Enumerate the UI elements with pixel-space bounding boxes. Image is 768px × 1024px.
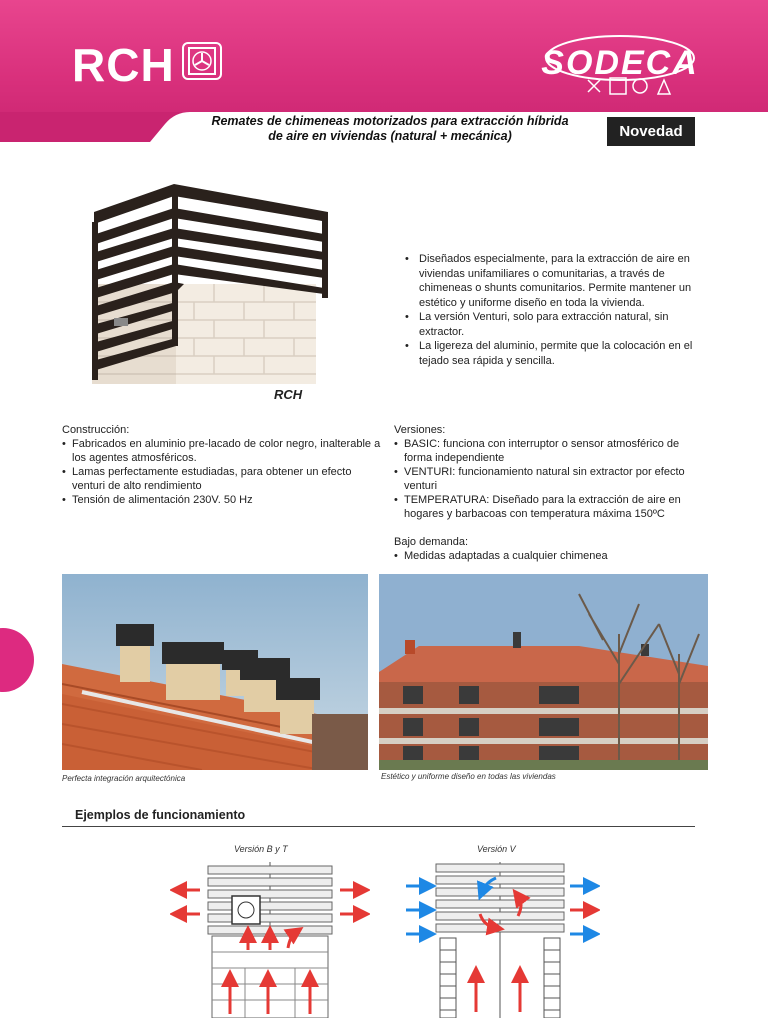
photo-caption-2: Estético y uniforme diseño en todas las viviendas — [381, 772, 556, 781]
construction-item: • Tensión de alimentación 230V. 50 Hz — [62, 493, 382, 507]
demand-item: • Medidas adaptadas a cualquier chimenea — [394, 549, 704, 563]
version-item: • TEMPERATURA: Diseñado para la extracción de aire en hogares y barbacoas con temperatura máxima 150ºC — [394, 493, 704, 521]
intro-item: • Diseñados especialmente, para la extracción de aire en viviendas unifamiliares o comunitarias, a través de chimeneas o shunts comunitarios. Permite mantener un estético y uniforme diseño en toda la vivienda. — [405, 252, 705, 310]
fan-icon — [182, 42, 222, 80]
photo-residential-building — [379, 574, 708, 770]
demand-title: Bajo demanda: — [394, 536, 468, 548]
novedad-badge: Novedad — [607, 117, 695, 146]
model-title: RCH — [72, 39, 175, 91]
product-image-chimney — [84, 184, 330, 384]
product-subtitle — [190, 114, 590, 144]
subtitle-line-1: Remates de chimeneas motorizados para extracción híbrida — [211, 114, 569, 128]
construction-section — [62, 423, 382, 507]
version-item: • BASIC: funciona con interruptor o sensor atmosférico de forma independiente — [394, 437, 704, 465]
intro-item: • La versión Venturi, solo para extracción natural, sin extractor. — [405, 310, 705, 339]
photo-rooftop-chimneys — [62, 574, 368, 770]
construction-title: Construcción: — [62, 424, 130, 436]
brand-logo — [540, 30, 700, 100]
photo-caption-1: Perfecta integración arquitectónica — [62, 774, 186, 783]
intro-item: • La ligereza del aluminio, permite que la colocación en el tejado sea rápida y sencilla. — [405, 339, 705, 368]
diagram-label-bt: Versión B y T — [234, 844, 288, 854]
versions-title: Versiones: — [394, 424, 446, 436]
section-title: Ejemplos de funcionamiento — [75, 808, 246, 822]
versions-section — [394, 423, 704, 563]
subtitle-line-2: de aire en viviendas (natural + mecánica) — [268, 129, 512, 143]
brand-name: SODECA — [541, 44, 699, 82]
diagram-version-v — [400, 856, 600, 1018]
intro-features — [405, 252, 705, 368]
construction-item: • Lamas perfectamente estudiadas, para obtener un efecto venturi de alto rendimiento — [62, 465, 382, 493]
page-side-tab — [0, 628, 34, 692]
version-item: • VENTURI: funcionamiento natural sin extractor por efecto venturi — [394, 465, 704, 493]
construction-item: • Fabricados en aluminio pre-lacado de color negro, inalterable a los agentes atmosféricos. — [62, 437, 382, 465]
diagram-version-bt — [170, 856, 370, 1018]
product-caption: RCH — [274, 387, 303, 402]
diagram-label-v: Versión V — [477, 844, 516, 854]
section-divider — [62, 826, 695, 827]
